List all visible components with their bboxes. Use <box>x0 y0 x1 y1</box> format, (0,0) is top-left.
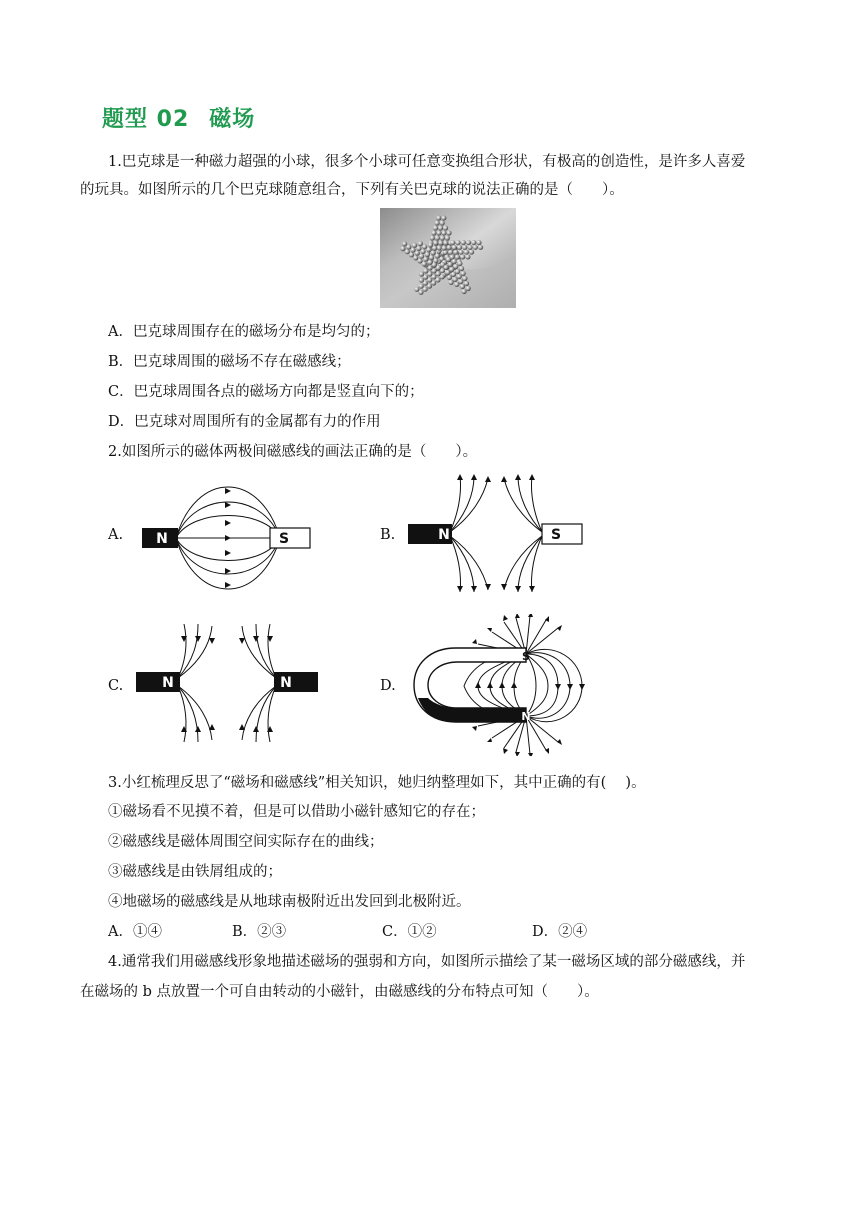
section-title: 磁场 <box>209 107 256 132</box>
bucky-ball <box>440 235 445 240</box>
bucky-ball <box>422 244 427 249</box>
bucky-ball <box>423 268 428 273</box>
pole-n-label-left: N <box>162 675 174 691</box>
bucky-ball <box>454 282 459 287</box>
q1-option-c: C．巴克球周围各点的磁场方向都是竖直向下的； <box>108 384 424 400</box>
bucky-ball <box>417 258 422 263</box>
bucky-ball <box>429 255 434 260</box>
pole-n-label: N <box>521 710 531 723</box>
bucky-ball <box>443 240 448 245</box>
q3-item-3: ③磁感线是由铁屑组成的； <box>108 864 282 880</box>
bucky-ball <box>452 245 457 250</box>
bucky-ball <box>442 245 447 250</box>
bucky-ball <box>431 230 436 235</box>
bucky-ball <box>419 254 424 259</box>
q3-option-c: C．①② <box>382 924 437 940</box>
bucky-ball <box>409 252 414 257</box>
bucky-ball <box>422 261 427 266</box>
bucky-ball <box>447 275 452 280</box>
bucky-ball <box>433 225 438 230</box>
bucky-ball <box>447 245 452 250</box>
bucky-ball <box>471 240 476 245</box>
figure-d-horseshoe-magnet <box>408 614 592 756</box>
bucky-ball <box>473 245 478 250</box>
q2-label-d: D. <box>380 678 396 694</box>
bucky-ball <box>465 254 470 259</box>
q2-label-c: C. <box>108 678 124 694</box>
section-number: 题型 02 <box>102 107 190 132</box>
bucky-ball <box>457 245 462 250</box>
q1-option-d: D．巴克球对周围所有的金属都有力的作用 <box>108 414 381 430</box>
bucky-ball <box>428 242 433 247</box>
bucky-ball <box>419 272 424 277</box>
bucky-ball <box>418 241 423 246</box>
q3-option-a: A．①④ <box>108 924 162 940</box>
bucky-ball <box>441 230 446 235</box>
q2-stem: 2.如图所示的磁体两极间磁感线的画法正确的是（ ）。 <box>108 444 478 460</box>
pole-n-label-right: N <box>280 675 292 691</box>
bucky-ball <box>413 255 418 260</box>
magnet-s-block <box>270 528 310 548</box>
bucky-ball <box>438 240 443 245</box>
bucky-ball <box>425 252 430 257</box>
bucky-ball <box>402 241 407 246</box>
bucky-ball <box>419 284 424 289</box>
bucky-ball <box>461 240 466 245</box>
pole-s-label: S <box>550 527 562 543</box>
q3-item-2: ②磁感线是磁体周围空间实际存在的曲线； <box>108 834 384 850</box>
bucky-ball <box>448 250 453 255</box>
figure-c-bar-magnets <box>136 620 320 746</box>
bucky-ball <box>433 240 438 245</box>
bucky-ball <box>426 247 431 252</box>
section-heading <box>102 102 255 133</box>
q3-item-4: ④地磁场的磁感线是从地球南极附近出发回到北极附近。 <box>108 894 471 910</box>
bucky-ball <box>455 254 460 259</box>
bucky-ball-photo <box>380 208 516 308</box>
figure-b-bar-magnets <box>408 474 588 594</box>
q1-option-a: A．巴克球周围存在的磁场分布是均匀的； <box>108 324 380 340</box>
bucky-ball <box>430 235 435 240</box>
bucky-ball <box>421 249 426 254</box>
bucky-ball <box>476 240 481 245</box>
bucky-ball <box>443 225 448 230</box>
bucky-ball <box>459 250 464 255</box>
q1-option-b: B．巴克球周围的磁场不存在磁感线； <box>108 354 351 370</box>
bucky-ball <box>406 244 411 249</box>
q1-stem-line2: 的玩具。如图所示的几个巴克球随意组合，下列有关巴克球的说法正确的是（ ）。 <box>80 182 624 198</box>
bucky-ball <box>445 235 450 240</box>
bucky-ball <box>411 247 416 252</box>
bucky-ball <box>450 240 455 245</box>
bucky-ball <box>419 278 424 283</box>
bucky-ball <box>436 230 441 235</box>
bucky-ball <box>415 251 420 256</box>
bucky-ball <box>432 246 437 251</box>
bucky-ball <box>414 287 419 292</box>
bucky-ball <box>464 250 469 255</box>
bucky-ball <box>460 254 465 259</box>
bucky-ball <box>405 249 410 254</box>
q2-label-b: B. <box>380 527 396 543</box>
bucky-ball <box>440 220 445 225</box>
bucky-ball <box>431 250 436 255</box>
bucky-ball <box>400 246 405 251</box>
bucky-ball <box>455 240 460 245</box>
bucky-ball <box>438 225 443 230</box>
bucky-ball <box>453 250 458 255</box>
bucky-ball <box>441 215 446 220</box>
bucky-ball <box>435 220 440 225</box>
q3-item-1: ①磁场看不见摸不着，但是可以借助小磁针感知它的存在； <box>108 804 485 820</box>
bucky-ball <box>462 289 467 294</box>
bucky-ball <box>435 253 440 258</box>
q3-option-d: D．②④ <box>532 924 588 940</box>
magnet-s-block <box>542 524 582 544</box>
pole-n-label: N <box>156 531 168 547</box>
bucky-ball <box>446 230 451 235</box>
pole-s-label: S <box>522 650 530 663</box>
bucky-ball <box>449 280 454 285</box>
bucky-ball <box>437 245 442 250</box>
bucky-ball <box>462 245 467 250</box>
q4-stem-line1: 4.通常我们用磁感线形象地描述磁场的强弱和方向，如图所示描绘了某一磁场区域的部分磁感线，并 <box>108 954 746 970</box>
bucky-ball <box>466 240 471 245</box>
bucky-ball <box>435 235 440 240</box>
pole-s-label: S <box>278 531 290 547</box>
q1-stem-line1: 1.巴克球是一种磁力超强的小球，很多个小球可任意变换组合形状，有极高的创造性，是许多人喜爱 <box>108 154 746 170</box>
pole-n-label: N <box>438 527 450 543</box>
bucky-ball <box>468 245 473 250</box>
q2-label-a: A. <box>108 527 124 543</box>
figure-a-bar-magnets <box>136 476 320 600</box>
bucky-ball <box>478 245 483 250</box>
bucky-ball <box>416 246 421 251</box>
bucky-ball <box>436 215 441 220</box>
bucky-ball <box>423 257 428 262</box>
bucky-ball <box>460 284 465 289</box>
q3-stem: 3.小红梳理反思了“磁场和磁感线”相关知识，她归纳整理如下，其中正确的有( )。 <box>108 775 646 791</box>
q4-stem-line2: 在磁场的 b 点放置一个可自由转动的小磁针，由磁感线的分布特点可知（ ）。 <box>80 984 599 1000</box>
q3-option-b: B．②③ <box>232 924 287 940</box>
bucky-ball <box>469 250 474 255</box>
bucky-ball <box>450 254 455 259</box>
bucky-ball <box>412 243 417 248</box>
